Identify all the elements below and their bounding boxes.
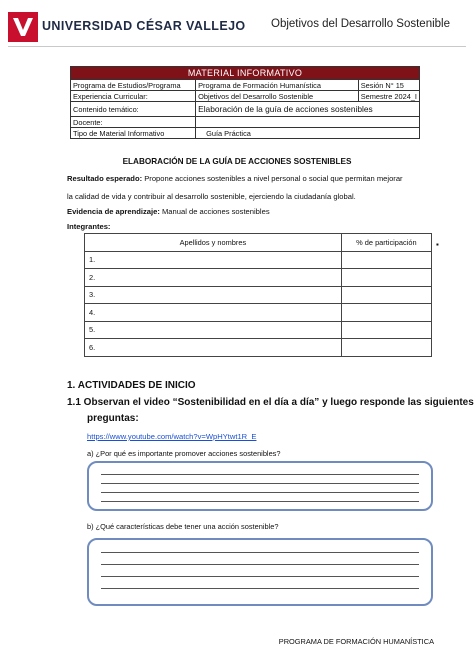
subsection-heading-cont: preguntas:: [87, 413, 139, 424]
subsection-heading: 1.1 Observan el video “Sostenibilidad en el día a día” y luego responde las siguientes: [67, 397, 474, 408]
column-header: Apellidos y nombres: [85, 234, 342, 252]
table-row: [85, 304, 432, 322]
resultado-text: Propone acciones sostenibles a nivel personal o social que permitan mejorar: [142, 174, 403, 183]
evidencia-label: Evidencia de aprendizaje:: [67, 207, 160, 216]
table-cell: Docente:: [71, 117, 196, 128]
table-cell: Programa de Formación Humanística: [196, 80, 359, 91]
answer-line: [101, 552, 419, 553]
table-row: [71, 102, 420, 117]
member-name-cell[interactable]: 5.: [85, 321, 342, 339]
participation-cell[interactable]: [341, 286, 431, 304]
university-logo: [8, 12, 246, 42]
header-divider: [8, 46, 466, 47]
participation-cell[interactable]: [341, 339, 431, 357]
answer-line: [101, 474, 419, 475]
integrantes-label: Integrantes:: [67, 222, 111, 231]
table-cell: Sesión N° 15: [358, 80, 419, 91]
participation-cell[interactable]: [341, 304, 431, 322]
footer-program: PROGRAMA DE FORMACIÓN HUMANÍSTICA: [278, 637, 434, 646]
bullet-icon: ▪: [436, 240, 439, 249]
table-row: [71, 80, 420, 91]
evidencia-text: Manual de acciones sostenibles: [159, 207, 270, 216]
participation-cell[interactable]: [341, 251, 431, 269]
table-cell: Programa de Estudios/Programa: [71, 80, 196, 91]
table-cell: Guía Práctica: [196, 128, 420, 139]
resultado-line1: [67, 174, 403, 183]
members-table: [84, 233, 432, 357]
table-row: [85, 269, 432, 287]
column-header: % de participación: [341, 234, 431, 252]
table-row: [85, 321, 432, 339]
resultado-label: Resultado esperado:: [67, 174, 143, 183]
table-cell: Contenido temático:: [71, 102, 196, 117]
answer-box-b[interactable]: [87, 538, 433, 606]
answer-line: [101, 501, 419, 502]
answer-line: [101, 588, 419, 589]
info-table-heading: MATERIAL INFORMATIVO: [71, 67, 420, 80]
question-b: b) ¿Qué características debe tener una acción sostenible?: [87, 522, 279, 531]
video-link[interactable]: https://www.youtube.com/watch?v=WpHYtwt1R_E: [87, 432, 257, 441]
member-name-cell[interactable]: 1.: [85, 251, 342, 269]
answer-line: [101, 564, 419, 565]
participation-cell[interactable]: [341, 269, 431, 287]
answer-box-a[interactable]: [87, 461, 433, 511]
table-cell: Tipo de Material Informativo: [71, 128, 196, 139]
answer-line: [101, 576, 419, 577]
table-cell: Elaboración de la guía de acciones sostenibles: [196, 102, 420, 117]
material-info-table: [70, 66, 420, 139]
member-name-cell[interactable]: 2.: [85, 269, 342, 287]
document-header-title: Objetivos del Desarrollo Sostenible: [271, 18, 450, 30]
member-name-cell[interactable]: 3.: [85, 286, 342, 304]
table-cell: Experiencia Curricular:: [71, 91, 196, 102]
table-cell: [196, 117, 420, 128]
university-name: UNIVERSIDAD CÉSAR VALLEJO: [42, 19, 246, 33]
table-row: [71, 117, 420, 128]
table-cell: Objetivos del Desarrollo Sostenible: [196, 91, 359, 102]
table-cell: Semestre 2024_I: [358, 91, 419, 102]
table-row: [85, 251, 432, 269]
participation-cell[interactable]: [341, 321, 431, 339]
ucv-logo-icon: [8, 12, 38, 42]
table-header-row: [85, 234, 432, 252]
answer-line: [101, 492, 419, 493]
table-row: [85, 339, 432, 357]
question-a: a) ¿Por qué es importante promover acciones sostenibles?: [87, 449, 281, 458]
guide-title: ELABORACIÓN DE LA GUÍA DE ACCIONES SOSTENIBLES: [122, 157, 352, 166]
answer-line: [101, 483, 419, 484]
member-name-cell[interactable]: 6.: [85, 339, 342, 357]
table-row: [85, 286, 432, 304]
table-row: [71, 91, 420, 102]
table-row: [71, 128, 420, 139]
section-heading: 1. ACTIVIDADES DE INICIO: [67, 380, 196, 391]
member-name-cell[interactable]: 4.: [85, 304, 342, 322]
resultado-line2: la calidad de vida y contribuir al desarrollo sostenible, ejerciendo la ciudadanía global.: [67, 192, 356, 201]
evidencia-line: [67, 207, 270, 216]
